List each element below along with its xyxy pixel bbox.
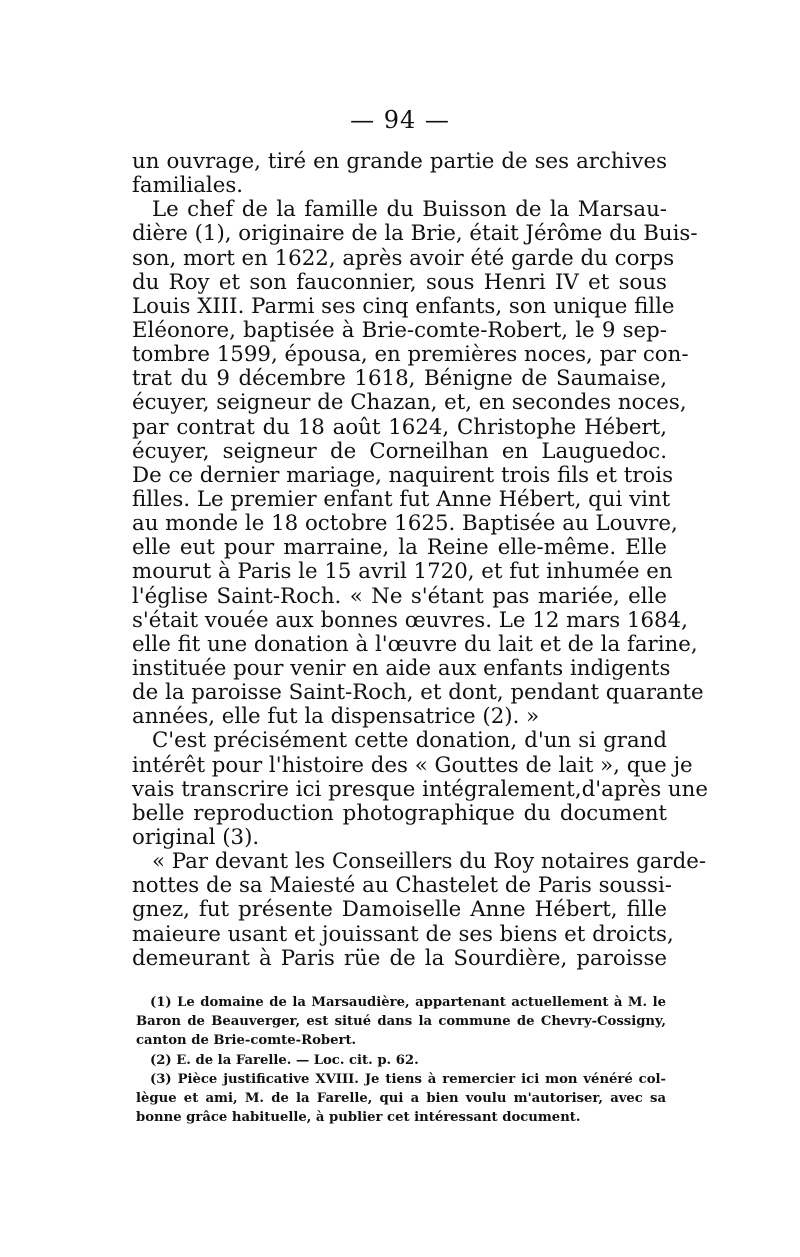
body-line: du Roy et son fauconnier, sous Henri IV et sous: [132, 269, 667, 295]
footnote-line: canton de Brie-comte-Robert.: [136, 1033, 357, 1049]
body-line: maieure usant et jouissant de ses biens et droicts,: [132, 921, 674, 947]
body-line: un ouvrage, tiré en grande partie de ses archives: [132, 149, 667, 174]
footnote-line: lègue et ami, M. de la Farelle, qui a bien voulu m'autoriser, avec sa: [136, 1090, 666, 1106]
body-line: tombre 1599, épousa, en premières noces, par con-: [132, 342, 689, 368]
footnote-line: bonne grâce habituelle, à publier cet intéressant document.: [136, 1110, 581, 1126]
body-line: trat du 9 décembre 1618, Bénigne de Saumaise,: [132, 366, 667, 392]
body-line: Louis XIII. Parmi ses cinq enfants, son unique fille: [132, 293, 675, 319]
footnote-line: (2) E. de la Farelle. — Loc. cit. p. 62.: [150, 1052, 419, 1068]
body-line: Eléonore, baptisée à Brie-comte-Robert, le 9 sep-: [132, 317, 667, 343]
body-line: par contrat du 18 août 1624, Christophe Hébert,: [132, 414, 667, 440]
body-line: original (3).: [132, 824, 260, 850]
footnote-line: (1) Le domaine de la Marsaudière, appartenant actuellement à M. le: [150, 995, 666, 1010]
body-line: écuyer, seigneur de Corneilhan en Lauguedoc.: [132, 438, 667, 464]
body-line: dière (1), originaire de la Brie, était Jérôme du Buis-: [132, 221, 698, 247]
body-line: De ce dernier mariage, naquirent trois fils et trois: [132, 462, 674, 488]
body-line: filles. Le premier enfant fut Anne Hébert, qui vint: [132, 486, 671, 512]
body-line: belle reproduction photographique du document: [132, 800, 667, 826]
footnote-line: Baron de Beauverger, est situé dans la commune de Chevry-Cossigny,: [136, 1014, 666, 1030]
body-line: intérêt pour l'histoire des « Gouttes de lait », que je: [132, 752, 693, 778]
body-line: familiales.: [132, 173, 244, 199]
body-line: C'est précisément cette donation, d'un si grand: [152, 728, 667, 754]
body-line: nottes de sa Maiesté au Chastelet de Paris soussi-: [132, 873, 672, 899]
body-line: écuyer, seigneur de Chazan, et, en secondes noces,: [132, 390, 687, 416]
body-line: son, mort en 1622, après avoir été garde du corps: [132, 245, 675, 271]
body-line: instituée pour venir en aide aux enfants indigents: [132, 655, 671, 681]
page-number: — 94 —: [350, 106, 450, 134]
footnote-line: (3) Pièce justificative XVIII. Je tiens à remercier ici mon vénéré col-: [150, 1071, 666, 1087]
body-line: Le chef de la famille du Buisson de la Marsau-: [152, 197, 667, 223]
body-line: elle fit une donation à l'œuvre du lait et de la farine,: [132, 631, 698, 657]
body-line: gnez, fut présente Damoiselle Anne Hébert, fille: [132, 897, 667, 923]
body-line: années, elle fut la dispensatrice (2). »: [132, 704, 540, 730]
footnotes: [136, 993, 666, 1127]
body-line: elle eut pour marraine, la Reine elle-même. Elle: [132, 535, 667, 561]
body-line: « Par devant les Conseillers du Roy notaires garde-: [152, 849, 707, 875]
body-line: demeurant à Paris rüe de la Sourdière, paroisse: [132, 945, 667, 971]
body-line: l'église Saint-Roch. « Ne s'étant pas mariée, elle: [132, 583, 667, 609]
body-line: de la paroisse Saint-Roch, et dont, pendant quarante: [132, 680, 704, 706]
body-text: [132, 149, 708, 971]
body-line: mourut à Paris le 15 avril 1720, et fut inhumée en: [132, 559, 673, 585]
body-line: au monde le 18 octobre 1625. Baptisée au Louvre,: [132, 511, 678, 537]
body-line: vais transcrire ici presque intégralement,d'après une: [132, 776, 708, 802]
body-line: s'était vouée aux bonnes œuvres. Le 12 mars 1684,: [132, 607, 688, 633]
